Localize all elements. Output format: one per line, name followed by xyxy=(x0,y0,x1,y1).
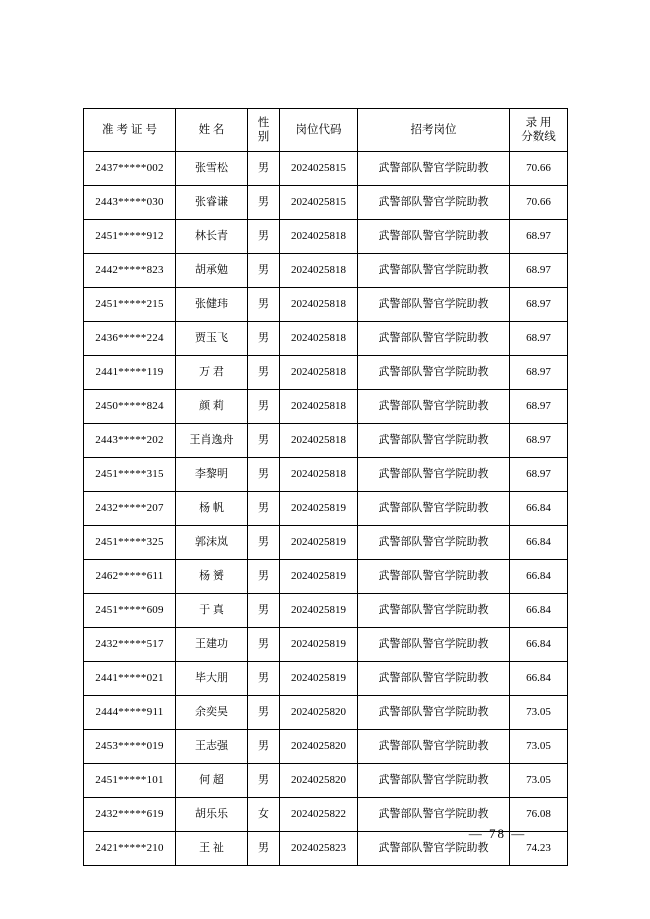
cell-post-code: 2024025819 xyxy=(280,594,358,628)
cell-sex: 男 xyxy=(248,628,280,662)
cell-post-code: 2024025819 xyxy=(280,492,358,526)
cell-admission-id: 2436*****224 xyxy=(84,322,176,356)
cell-score: 66.84 xyxy=(510,594,568,628)
cell-score: 73.05 xyxy=(510,730,568,764)
cell-post-code: 2024025818 xyxy=(280,424,358,458)
table-row xyxy=(84,730,568,764)
table-row xyxy=(84,560,568,594)
cell-sex: 男 xyxy=(248,186,280,220)
cell-post: 武警部队警官学院助教 xyxy=(358,254,510,288)
cell-name: 毕大朋 xyxy=(176,662,248,696)
table-row xyxy=(84,628,568,662)
cell-admission-id: 2421*****210 xyxy=(84,832,176,866)
table-row xyxy=(84,662,568,696)
cell-name: 王志强 xyxy=(176,730,248,764)
cell-score: 76.08 xyxy=(510,798,568,832)
table-row xyxy=(84,424,568,458)
cell-sex: 男 xyxy=(248,594,280,628)
cell-admission-id: 2441*****021 xyxy=(84,662,176,696)
cell-post-code: 2024025818 xyxy=(280,220,358,254)
table-row xyxy=(84,220,568,254)
cell-admission-id: 2451*****215 xyxy=(84,288,176,322)
cell-score: 68.97 xyxy=(510,390,568,424)
cell-admission-id: 2451*****609 xyxy=(84,594,176,628)
table-row xyxy=(84,696,568,730)
cell-post-code: 2024025818 xyxy=(280,322,358,356)
cell-name: 郭沫岚 xyxy=(176,526,248,560)
column-header-post-code: 岗位代码 xyxy=(280,109,358,152)
cell-post-code: 2024025818 xyxy=(280,254,358,288)
cell-post: 武警部队警官学院助教 xyxy=(358,526,510,560)
cell-name: 王肖逸舟 xyxy=(176,424,248,458)
cell-sex: 女 xyxy=(248,798,280,832)
cell-post: 武警部队警官学院助教 xyxy=(358,186,510,220)
cell-post: 武警部队警官学院助教 xyxy=(358,764,510,798)
cell-admission-id: 2453*****019 xyxy=(84,730,176,764)
cell-sex: 男 xyxy=(248,730,280,764)
cell-score: 66.84 xyxy=(510,526,568,560)
table-row xyxy=(84,764,568,798)
cell-sex: 男 xyxy=(248,356,280,390)
cell-post-code: 2024025818 xyxy=(280,288,358,322)
cell-post: 武警部队警官学院助教 xyxy=(358,662,510,696)
cell-name: 张健玮 xyxy=(176,288,248,322)
cell-name: 李黎明 xyxy=(176,458,248,492)
cell-post-code: 2024025815 xyxy=(280,186,358,220)
cell-name: 张雪松 xyxy=(176,152,248,186)
cell-post-code: 2024025820 xyxy=(280,696,358,730)
cell-admission-id: 2441*****119 xyxy=(84,356,176,390)
table-row xyxy=(84,526,568,560)
cell-score: 74.23 xyxy=(510,832,568,866)
cell-admission-id: 2451*****315 xyxy=(84,458,176,492)
table-row xyxy=(84,322,568,356)
cell-post: 武警部队警官学院助教 xyxy=(358,220,510,254)
cell-score: 70.66 xyxy=(510,186,568,220)
cell-name: 胡承勉 xyxy=(176,254,248,288)
cell-admission-id: 2444*****911 xyxy=(84,696,176,730)
cell-name: 贾玉飞 xyxy=(176,322,248,356)
cell-name: 于 真 xyxy=(176,594,248,628)
cell-score: 68.97 xyxy=(510,220,568,254)
cell-post: 武警部队警官学院助教 xyxy=(358,152,510,186)
cell-sex: 男 xyxy=(248,458,280,492)
cell-sex: 男 xyxy=(248,424,280,458)
cell-admission-id: 2432*****619 xyxy=(84,798,176,832)
cell-admission-id: 2443*****202 xyxy=(84,424,176,458)
cell-name: 余奕昊 xyxy=(176,696,248,730)
cell-sex: 男 xyxy=(248,832,280,866)
cell-sex: 男 xyxy=(248,288,280,322)
table-header-row xyxy=(84,109,568,152)
cell-post: 武警部队警官学院助教 xyxy=(358,560,510,594)
cell-post-code: 2024025822 xyxy=(280,798,358,832)
cell-post: 武警部队警官学院助教 xyxy=(358,424,510,458)
cell-score: 73.05 xyxy=(510,696,568,730)
cell-sex: 男 xyxy=(248,662,280,696)
page-footer xyxy=(0,826,650,842)
cell-admission-id: 2462*****611 xyxy=(84,560,176,594)
cell-post-code: 2024025818 xyxy=(280,390,358,424)
cell-sex: 男 xyxy=(248,764,280,798)
table-row xyxy=(84,390,568,424)
table-body xyxy=(84,152,568,866)
cell-post: 武警部队警官学院助教 xyxy=(358,798,510,832)
cell-sex: 男 xyxy=(248,390,280,424)
cell-sex: 男 xyxy=(248,560,280,594)
score-table xyxy=(83,108,568,866)
table-row xyxy=(84,254,568,288)
table-header xyxy=(84,109,568,152)
cell-score: 68.97 xyxy=(510,322,568,356)
cell-post-code: 2024025823 xyxy=(280,832,358,866)
cell-post-code: 2024025819 xyxy=(280,662,358,696)
table-row xyxy=(84,594,568,628)
cell-name: 何 超 xyxy=(176,764,248,798)
cell-score: 66.84 xyxy=(510,492,568,526)
cell-score: 68.97 xyxy=(510,356,568,390)
cell-post-code: 2024025819 xyxy=(280,628,358,662)
cell-post: 武警部队警官学院助教 xyxy=(358,322,510,356)
column-header-score: 录 用 分数线 xyxy=(510,109,568,152)
table-row xyxy=(84,288,568,322)
cell-score: 68.97 xyxy=(510,254,568,288)
column-header-post: 招考岗位 xyxy=(358,109,510,152)
cell-admission-id: 2437*****002 xyxy=(84,152,176,186)
cell-score: 73.05 xyxy=(510,764,568,798)
column-header-id: 准考证号 xyxy=(84,109,176,152)
cell-post: 武警部队警官学院助教 xyxy=(358,696,510,730)
cell-sex: 男 xyxy=(248,526,280,560)
cell-name: 杨 帆 xyxy=(176,492,248,526)
cell-name: 林长青 xyxy=(176,220,248,254)
cell-post-code: 2024025818 xyxy=(280,356,358,390)
cell-sex: 男 xyxy=(248,492,280,526)
cell-score: 68.97 xyxy=(510,458,568,492)
cell-score: 68.97 xyxy=(510,424,568,458)
cell-name: 胡乐乐 xyxy=(176,798,248,832)
cell-sex: 男 xyxy=(248,220,280,254)
cell-sex: 男 xyxy=(248,254,280,288)
cell-name: 张睿谦 xyxy=(176,186,248,220)
cell-post-code: 2024025820 xyxy=(280,764,358,798)
cell-score: 66.84 xyxy=(510,628,568,662)
cell-post-code: 2024025819 xyxy=(280,560,358,594)
cell-post: 武警部队警官学院助教 xyxy=(358,492,510,526)
cell-score: 66.84 xyxy=(510,560,568,594)
cell-name: 王 祉 xyxy=(176,832,248,866)
cell-post: 武警部队警官学院助教 xyxy=(358,356,510,390)
cell-post: 武警部队警官学院助教 xyxy=(358,594,510,628)
table-row xyxy=(84,186,568,220)
cell-name: 颜 莉 xyxy=(176,390,248,424)
cell-sex: 男 xyxy=(248,322,280,356)
column-header-sex: 性 别 xyxy=(248,109,280,152)
score-table-container xyxy=(83,108,567,866)
cell-admission-id: 2451*****101 xyxy=(84,764,176,798)
cell-name: 王建功 xyxy=(176,628,248,662)
cell-admission-id: 2451*****325 xyxy=(84,526,176,560)
cell-admission-id: 2432*****207 xyxy=(84,492,176,526)
cell-admission-id: 2432*****517 xyxy=(84,628,176,662)
cell-post: 武警部队警官学院助教 xyxy=(358,390,510,424)
cell-post: 武警部队警官学院助教 xyxy=(358,458,510,492)
cell-post-code: 2024025820 xyxy=(280,730,358,764)
table-row xyxy=(84,458,568,492)
cell-admission-id: 2442*****823 xyxy=(84,254,176,288)
cell-post: 武警部队警官学院助教 xyxy=(358,288,510,322)
cell-admission-id: 2451*****912 xyxy=(84,220,176,254)
table-row xyxy=(84,492,568,526)
cell-admission-id: 2450*****824 xyxy=(84,390,176,424)
cell-admission-id: 2443*****030 xyxy=(84,186,176,220)
cell-sex: 男 xyxy=(248,696,280,730)
cell-sex: 男 xyxy=(248,152,280,186)
cell-name: 万 君 xyxy=(176,356,248,390)
table-row xyxy=(84,356,568,390)
cell-score: 66.84 xyxy=(510,662,568,696)
cell-post-code: 2024025818 xyxy=(280,458,358,492)
cell-post: 武警部队警官学院助教 xyxy=(358,628,510,662)
cell-score: 70.66 xyxy=(510,152,568,186)
cell-post: 武警部队警官学院助教 xyxy=(358,730,510,764)
cell-name: 杨 赟 xyxy=(176,560,248,594)
page-number: — 78 — xyxy=(468,826,527,841)
cell-post-code: 2024025819 xyxy=(280,526,358,560)
cell-post: 武警部队警官学院助教 xyxy=(358,832,510,866)
column-header-name: 姓 名 xyxy=(176,109,248,152)
cell-score: 68.97 xyxy=(510,288,568,322)
table-row xyxy=(84,152,568,186)
cell-post-code: 2024025815 xyxy=(280,152,358,186)
